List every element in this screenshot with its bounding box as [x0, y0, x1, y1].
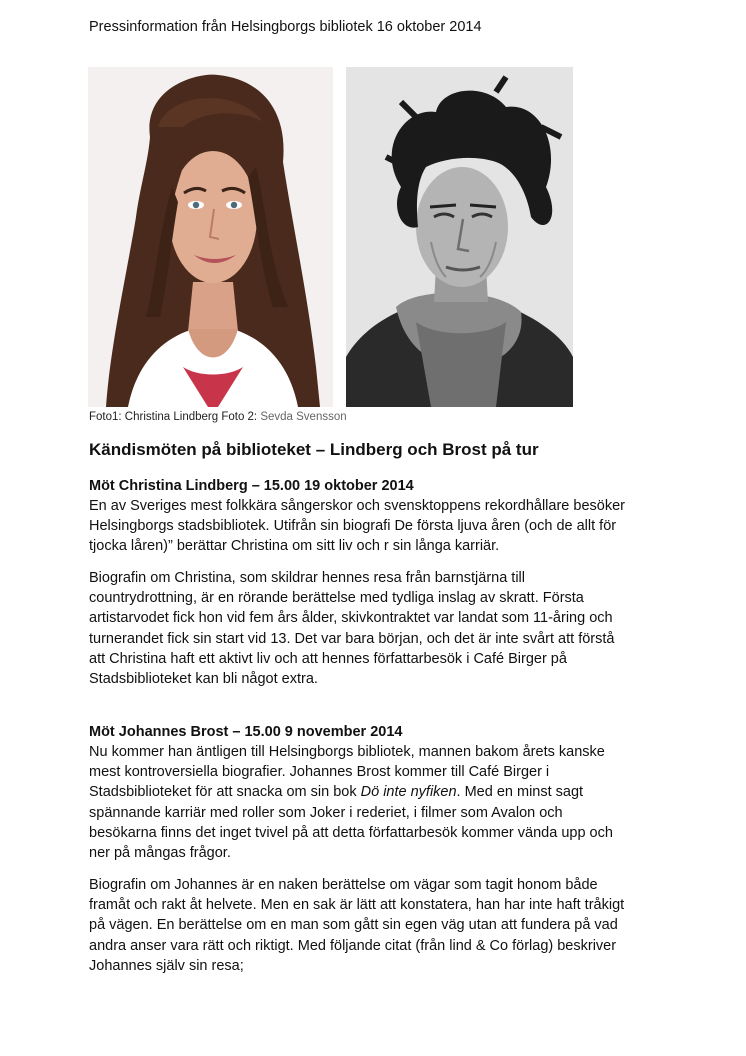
text-line: framåt och rakt åt helvete. Men en sak är lätt att konstatera, han har inte haft tråkigt	[89, 897, 625, 914]
section1-paragraph-2	[89, 568, 669, 689]
text-line	[89, 782, 669, 802]
article-headline: Kändismöten på biblioteket – Lindberg och Brost på tur	[89, 440, 539, 459]
section2-paragraph-2	[89, 875, 669, 976]
text-line: countrydrottning, är en rörande berättelse med tydliga inslag av skratt. Första	[89, 590, 584, 607]
text-segment: Stadsbiblioteket för att snacka om sin bok	[89, 784, 361, 801]
text-line: tjocka låren)” berättar Christina om sitt liv och r sin långa karriär.	[89, 538, 500, 555]
text-line: Stadsbiblioteket kan bli något extra.	[89, 671, 318, 688]
text-line: Johannes själv sin resa;	[89, 957, 244, 974]
text-line: artistarvodet fick hon vid fem års ålder, skivkontraktet var landat som 11-åring och	[89, 610, 613, 627]
caption-text: Foto1: Christina Lindberg Foto 2:	[89, 411, 261, 423]
text-line: En av Sveriges mest folkkära sångerskor och svensktoppens rekordhållare besöker	[89, 498, 625, 514]
book-title: Dö inte nyfiken	[360, 784, 457, 801]
text-line: ner på mångas frågor.	[89, 845, 231, 862]
text-line: på vägen. En berättelse om en man som gått sin egen väg utan att fundera på vad	[89, 917, 618, 934]
press-header: Pressinformation från Helsingborgs bibliotek 16 oktober 2014	[89, 19, 482, 35]
text-line: turnerandet fick sin start vid 13. Det var bara början, och det är inte svårt att förstå	[89, 630, 615, 647]
text-line: att Christina haft ett aktivt liv och att hennes författarbesök i Café Birger på	[89, 650, 567, 667]
section1-paragraph-1	[89, 496, 669, 557]
section1-title: Möt Christina Lindberg – 15.00 19 oktober 2014	[89, 478, 414, 494]
text-line: Biografin om Johannes är en naken berättelse om vägar som tagit honom både	[89, 877, 598, 893]
portrait-woman-photo	[88, 67, 333, 407]
text-line: Helsingborgs stadsbibliotek. Utifrån sin biografi De första ljuva åren (och de allt för	[89, 518, 617, 535]
caption-photographer: Sevda Svensson	[260, 411, 347, 423]
text-line: Nu kommer han äntligen till Helsingborgs bibliotek, mannen bakom årets kanske	[89, 744, 605, 760]
section2-title: Möt Johannes Brost – 15.00 9 november 2014	[89, 724, 403, 740]
photo-caption	[89, 410, 347, 424]
text-line: mest kontroversiella biografier. Johannes Brost kommer till Café Birger i	[89, 764, 550, 781]
section2-paragraph-1	[89, 742, 669, 863]
text-line: Biografin om Christina, som skildrar hennes resa från barnstjärna till	[89, 570, 525, 586]
text-line: andra anser vara rätt och riktigt. Med följande citat (från lind & Co förlag) beskriver	[89, 937, 617, 954]
text-segment: . Med en minst sagt	[456, 784, 584, 801]
text-line: besökarna finns det inget tvivel på att detta författarbesök kommer vända upp och	[89, 824, 613, 841]
text-line: spännande karriär med roller som Joker i rederiet, i filmer som Avalon och	[89, 804, 563, 821]
portrait-man-bw-photo	[346, 67, 573, 407]
